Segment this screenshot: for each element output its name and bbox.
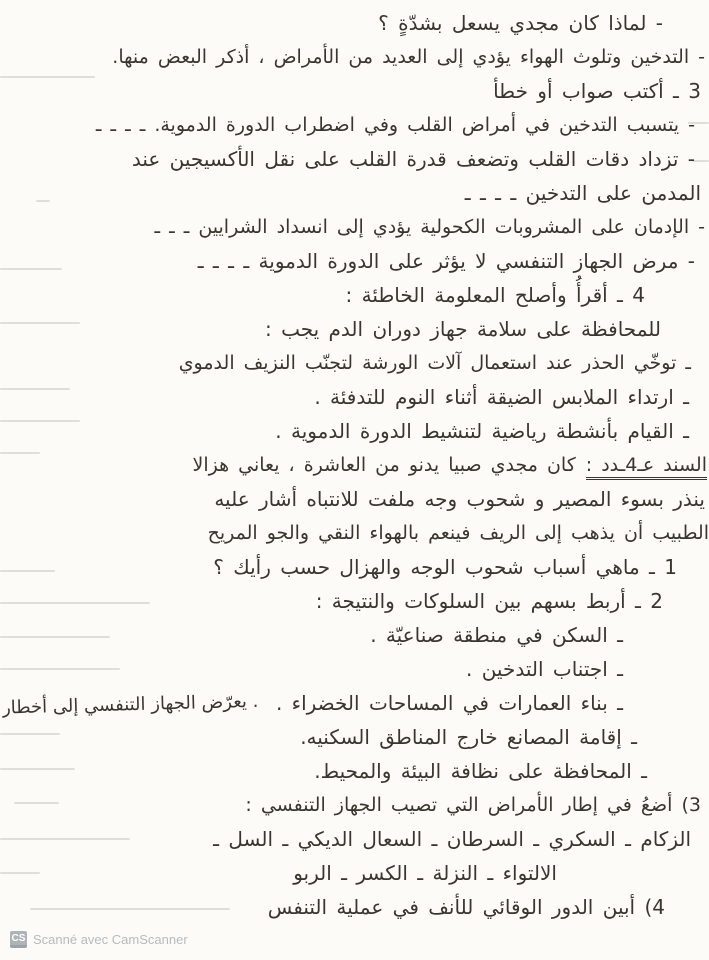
handwritten-line: 4) أبين الدور الوقائي للأنف في عملية التنفس bbox=[267, 895, 665, 919]
camscanner-watermark bbox=[10, 931, 188, 948]
handwritten-line: - يتسبب التدخين في أمراض القلب وفي اضطراب الدورة الدموية. ـ ـ ـ ـ bbox=[95, 114, 695, 136]
handwritten-line bbox=[0, 448, 707, 482]
section-label-underlined: السند عـ4ـدد : bbox=[586, 454, 707, 480]
handwritten-line: - مرض الجهاز التنفسي لا يؤثر على الدورة الدموية ـ ـ ـ ـ bbox=[197, 249, 695, 273]
handwritten-line: ـ القيام بأنشطة رياضية لتنشيط الدورة الدموية . bbox=[275, 419, 689, 443]
camscanner-logo-icon: CS bbox=[10, 931, 27, 948]
handwritten-line: المدمن على التدخين ـ ـ ـ ـ bbox=[464, 181, 701, 205]
handwritten-line: 2 ـ أربط بسهم بين السلوكات والنتيجة : bbox=[315, 589, 663, 613]
handwritten-line: ـ توخّي الحذر عند استعمال آلات الورشة لتجنّب النزيف الدموي bbox=[178, 352, 691, 374]
handwritten-line: ـ إقامة المصانع خارج المناطق السكنيه. bbox=[300, 725, 637, 749]
handwritten-line: - لماذا كان مجدي يسعل بشدّةٍ ؟ bbox=[378, 11, 663, 35]
handwritten-line: ـ اجتناب التدخين . bbox=[465, 657, 623, 681]
handwritten-line: ـ السكن في منطقة صناعيّة . bbox=[370, 623, 623, 647]
section-text: كان مجدي صبيا يدنو من العاشرة ، يعاني هزالا bbox=[192, 454, 576, 476]
handwritten-line: الطبيب أن يذهب إلى الريف فينعم بالهواء النقي والجو المريح bbox=[207, 522, 709, 544]
handwritten-line: ـ بناء العمارات في المساحات الخضراء . bbox=[275, 691, 623, 715]
handwritten-line: - التدخين وتلوث الهواء يؤدي إلى العديد من الأمراض ، أذكر البعض منها. bbox=[112, 46, 705, 68]
handwritten-line: 3 ـ أكتب صواب أو خطأ bbox=[493, 79, 701, 103]
handwritten-line: للمحافظة على سلامة جهاز دوران الدم يجب : bbox=[264, 317, 661, 341]
handwritten-line: ـ المحافظة على نظافة البيئة والمحيط. bbox=[314, 759, 647, 783]
page-content bbox=[0, 6, 709, 924]
handwritten-line: الزكام ـ السكري ـ السرطان ـ السعال الديكي ـ السل ـ bbox=[213, 827, 691, 851]
handwritten-line: ـ ارتداء الملابس الضيقة أثناء النوم للتدفئة . bbox=[314, 385, 689, 409]
matching-result-label: . يعرّض الجهاز التنفسي إلى أخطار bbox=[1, 690, 259, 719]
handwritten-line: 1 ـ ماهي أسباب شحوب الوجه والهزال حسب رأيك ؟ bbox=[213, 555, 677, 579]
handwritten-line: 3) أضعُ في إطار الأمراض التي تصيب الجهاز التنفسي : bbox=[245, 794, 701, 816]
handwritten-line: الالتواء ـ النزلة ـ الكسر ـ الربو bbox=[293, 861, 557, 885]
handwritten-line: - الإدمان على المشروبات الكحولية يؤدي إلى انسداد الشرايين ـ ـ ـ bbox=[154, 216, 705, 238]
handwritten-line: - تزداد دقات القلب وتضعف قدرة القلب على نقل الأكسيجين عند bbox=[131, 147, 695, 171]
handwritten-line: 4 ـ أقرأُ وأصلح المعلومة الخاطئة : bbox=[345, 283, 645, 307]
watermark-text: Scanné avec CamScanner bbox=[33, 932, 188, 947]
handwritten-line: ينذر بسوء المصير و شحوب وجه ملفت للانتباه أشار عليه bbox=[214, 487, 705, 511]
